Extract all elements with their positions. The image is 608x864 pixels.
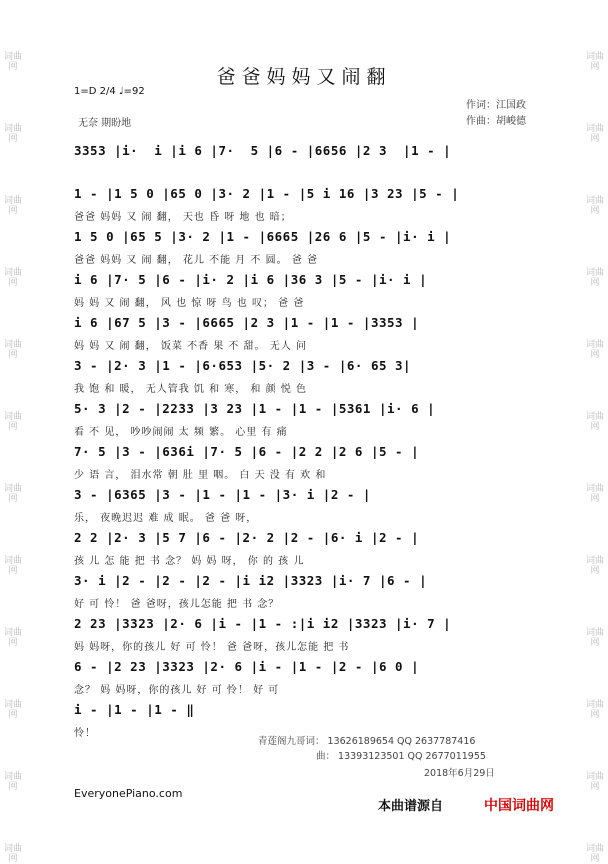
expression-mark: 无奈 期盼地: [78, 118, 132, 129]
notation-row: 2 23 |3323 |2· 6 |i - |1 - :|i i2 |3323 |i· 7 |: [74, 616, 452, 631]
notation-row: 3 - |2· 3 |1 - |6·653 |5· 2 |3 - |6· 65 3|: [74, 358, 412, 373]
notation-row: 3353 |i· i |i 6 |7· 5 |6 - |6656 |2 3 |1 - |: [74, 143, 452, 158]
lyric-row: 妈 妈呀，你的孩儿 好 可 怜！ 爸 爸呀，孩儿怎能 把 书: [74, 642, 350, 653]
lyric-row: 爸爸 妈妈 又 闹 翻， 花儿 不能 月 不 圆。 爸 爸: [74, 255, 318, 266]
side-watermark-right: 词曲网 词曲网 词曲网 词曲网 词曲网 词曲网 词曲网 词曲网 词曲网 词曲网 词曲网 词曲网: [586, 52, 605, 864]
source-label: 本曲谱源自: [378, 799, 444, 814]
key-tempo: 1=D 2/4 ♩=92: [74, 86, 145, 97]
lyric-row: 爸爸 妈妈 又 闹 翻， 天也 昏 呀 地 也 暗；: [74, 212, 292, 223]
notation-row: 3 - |6365 |3 - |1 - |1 - |3· i |2 - |: [74, 487, 371, 502]
notation-row: 5· 3 |2 - |2233 |3 23 |1 - |1 - |5361 |i· 6 |: [74, 401, 436, 416]
notation-row: i 6 |7· 5 |6 - |i· 2 |i 6 |36 3 |5 - |i· i |: [74, 272, 428, 287]
song-title: 爸爸妈妈又闹翻: [216, 66, 392, 88]
lyric-row: 念？ 妈 妈呀，你的孩儿 好 可 怜！ 好 可: [74, 685, 280, 696]
lyric-row: 我 饱 和 暖， 无人管我 饥 和 寒， 和 颜 悦 色: [74, 384, 307, 395]
notation-row: 7· 5 |3 - |636i |7· 5 |6 - |2 2 |2 6 |5 - |: [74, 444, 420, 459]
lyric-row: 孩 儿 怎 能 把 书 念？ 妈 妈 呀， 你 的 孩 儿: [74, 556, 305, 567]
lyric-row: [74, 165, 554, 179]
lyric-row: 妈 妈 又 闹 翻， 风 也 惊 呀 鸟 也 叹； 爸 爸: [74, 298, 305, 309]
notation-row: 6 - |2 23 |3323 |2· 6 |i - |1 - |2 - |6 0 |: [74, 659, 420, 674]
footer-date: 2018年6月29日: [424, 768, 495, 779]
notation-row: 3· i |2 - |2 - |2 - |i i2 |3323 |i· 7 |6 - |: [74, 573, 428, 588]
notation-row: 1 - |1 5 0 |65 0 |3· 2 |1 - |5 i 16 |3 23 |5 - |: [74, 186, 460, 201]
lyric-row: 少 语 言， 泪水常 朝 肚 里 咽。 白 天 没 有 欢 和: [74, 470, 327, 481]
notation-row: i - |1 - |1 - ‖: [74, 702, 195, 717]
site-logo: EveryonePiano.com: [74, 787, 183, 800]
footer-contact-2: 曲： 13393123501 QQ 2677011955: [316, 751, 486, 762]
source-site: 中国词曲网: [484, 798, 554, 814]
lyric-row: 乐， 夜晚迟迟 难 成 眠。 爸 爸 呀，: [74, 513, 258, 524]
side-watermark-left: 词曲网 词曲网 词曲网 词曲网 词曲网 词曲网 词曲网 词曲网 词曲网 词曲网 词曲网 词曲网: [4, 52, 23, 864]
notation-row: i 6 |67 5 |3 - |6665 |2 3 |1 - |1 - |3353 |: [74, 315, 420, 330]
lyricist: 作词：江国政: [466, 100, 526, 111]
footer-contact-1: 青莲阁九哥词： 13626189654 QQ 2637787416: [258, 736, 476, 747]
notation-row: 1 5 0 |65 5 |3· 2 |1 - |6665 |26 6 |5 - |i· i |: [74, 229, 452, 244]
lyric-row: 妈 妈 又 闹 翻， 饭菜 不香 果 不 甜。 无人 问: [74, 341, 307, 352]
lyric-row: 怜！: [74, 728, 96, 739]
composer: 作曲：胡峻德: [466, 116, 526, 127]
lyric-row: 好 可 怜！ 爸 爸呀，孩儿怎能 把 书 念？: [74, 599, 280, 610]
notation-row: 2 2 |2· 3 |5 7 |6 - |2· 2 |2 - |6· i |2 - |: [74, 530, 420, 545]
lyric-row: 看 不 见， 吵吵闹闹 太 频 繁。 心里 有 痛: [74, 427, 288, 438]
